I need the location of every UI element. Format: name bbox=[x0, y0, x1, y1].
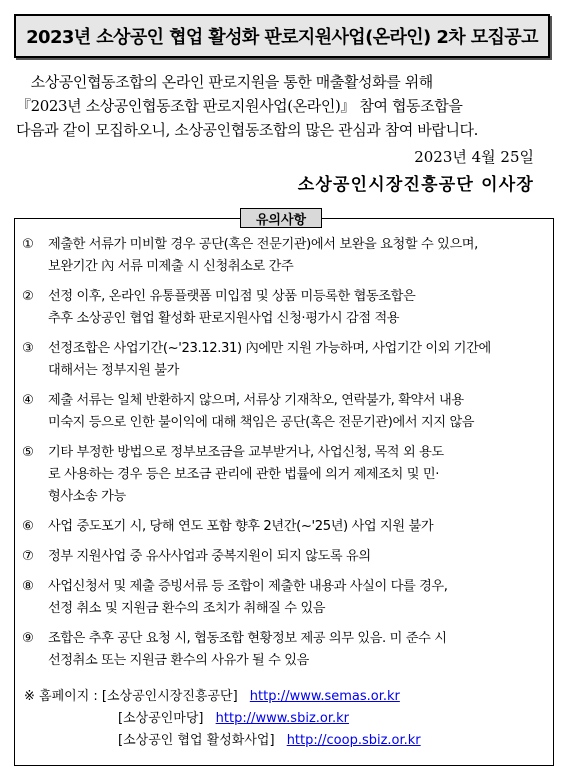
item-text bbox=[48, 628, 542, 672]
item-text bbox=[48, 442, 542, 508]
item-line: 형사소송 가능 bbox=[48, 489, 126, 504]
notice-list bbox=[22, 234, 542, 680]
intro-line: 다음과 같이 모집하오니, 소상공인협동조합의 많은 관심과 참여 바랍니다. bbox=[16, 121, 479, 139]
item-text bbox=[48, 390, 542, 434]
item-number: ③ bbox=[22, 341, 34, 356]
item-line: 선정취소 또는 지원금 환수의 사유가 될 수 있음 bbox=[48, 653, 309, 668]
item-text bbox=[48, 546, 542, 568]
item-line: 선정조합은 사업기간(~'23.12.31) 內에만 지원 가능하며, 사업기간 이외 기간에 bbox=[48, 341, 491, 356]
homepage-row bbox=[24, 730, 421, 752]
intro-line: 『2023년 소상공인협동조합 판로지원사업(온라인)』 참여 협동조합을 bbox=[16, 97, 463, 115]
item-line: 사업신청서 및 제출 증빙서류 등 조합이 제출한 내용과 사실이 다를 경우, bbox=[48, 579, 448, 594]
notice-item bbox=[22, 390, 542, 434]
notice-item bbox=[22, 628, 542, 672]
sbiz-link[interactable]: http://www.sbiz.or.kr bbox=[215, 711, 350, 726]
item-line: 정부 지원사업 중 유사사업과 중복지원이 되지 않도록 유의 bbox=[48, 549, 371, 564]
semas-link[interactable]: http://www.semas.or.kr bbox=[249, 689, 400, 704]
notice-item bbox=[22, 338, 542, 382]
item-line: 추후 소상공인 협업 활성화 판로지원사업 신청·평가시 감점 적용 bbox=[48, 311, 400, 326]
notice-item bbox=[22, 576, 542, 620]
notice-item bbox=[22, 516, 542, 538]
item-number: ⑥ bbox=[22, 519, 34, 534]
homepage-row bbox=[24, 686, 421, 708]
item-line: 제출한 서류가 미비할 경우 공단(혹은 전문기관)에서 보완을 요청할 수 있으며, bbox=[48, 237, 478, 252]
item-number: ⑦ bbox=[22, 549, 34, 564]
item-text bbox=[48, 234, 542, 278]
intro-line: 소상공인협동조합의 온라인 판로지원을 통한 매출활성화를 위해 bbox=[16, 73, 433, 91]
coop-link[interactable]: http://coop.sbiz.or.kr bbox=[286, 733, 421, 748]
item-text bbox=[48, 576, 542, 620]
notice-item bbox=[22, 286, 542, 330]
item-number: ② bbox=[22, 289, 34, 304]
item-line: 선정 이후, 온라인 유통플랫폼 미입점 및 상품 미등록한 협동조합은 bbox=[48, 289, 416, 304]
notice-item bbox=[22, 234, 542, 278]
item-number: ⑨ bbox=[22, 631, 34, 646]
item-number: ④ bbox=[22, 393, 34, 408]
link-label: [소상공인 협업 활성화사업] bbox=[118, 733, 275, 748]
notice-item bbox=[22, 442, 542, 508]
signer: 소상공인시장진흥공단 이사장 bbox=[297, 175, 534, 195]
item-line: 제출 서류는 일체 반환하지 않으며, 서류상 기재착오, 연락불가, 확약서 내용 bbox=[48, 393, 464, 408]
item-text bbox=[48, 516, 542, 538]
item-text bbox=[48, 338, 542, 382]
announcement-title-box bbox=[14, 14, 550, 58]
item-line: 미숙지 등으로 인한 불이익에 대해 책임은 공단(혹은 전문기관)에서 지지 않음 bbox=[48, 415, 475, 430]
link-label: [소상공인마당] bbox=[118, 711, 204, 726]
item-line: 사업 중도포기 시, 당해 연도 포함 향후 2년간(~'25년) 사업 지원 불가 bbox=[48, 519, 434, 534]
item-line: 대해서는 정부지원 불가 bbox=[48, 363, 179, 378]
homepage-links bbox=[24, 686, 421, 752]
item-text bbox=[48, 286, 542, 330]
item-number: ⑤ bbox=[22, 445, 34, 460]
homepage-label: ※ 홈페이지 : bbox=[24, 689, 98, 704]
item-line: 조합은 추후 공단 요청 시, 협동조합 현황정보 제공 의무 있음. 미 준수 시 bbox=[48, 631, 447, 646]
item-number: ① bbox=[22, 237, 34, 252]
announcement-title: 2023년 소상공인 협업 활성화 판로지원사업(온라인) 2차 모집공고 bbox=[26, 27, 538, 48]
intro-paragraph bbox=[16, 70, 554, 142]
homepage-row bbox=[24, 708, 421, 730]
item-line: 보완기간 內 서류 미제출 시 신청취소로 간주 bbox=[48, 259, 294, 274]
item-line: 기타 부정한 방법으로 정부보조금을 교부받거나, 사업신청, 목적 외 용도 bbox=[48, 445, 444, 460]
notice-title: 유의사항 bbox=[240, 208, 322, 228]
item-line: 선정 취소 및 지원금 환수의 조치가 취해질 수 있음 bbox=[48, 601, 326, 616]
announcement-date: 2023년 4월 25일 bbox=[414, 148, 534, 166]
notice-item bbox=[22, 546, 542, 568]
item-line: 로 사용하는 경우 등은 보조금 관리에 관한 법률에 의거 제제조치 및 민· bbox=[48, 467, 439, 482]
link-label: [소상공인시장진흥공단] bbox=[101, 689, 238, 704]
item-number: ⑧ bbox=[22, 579, 34, 594]
